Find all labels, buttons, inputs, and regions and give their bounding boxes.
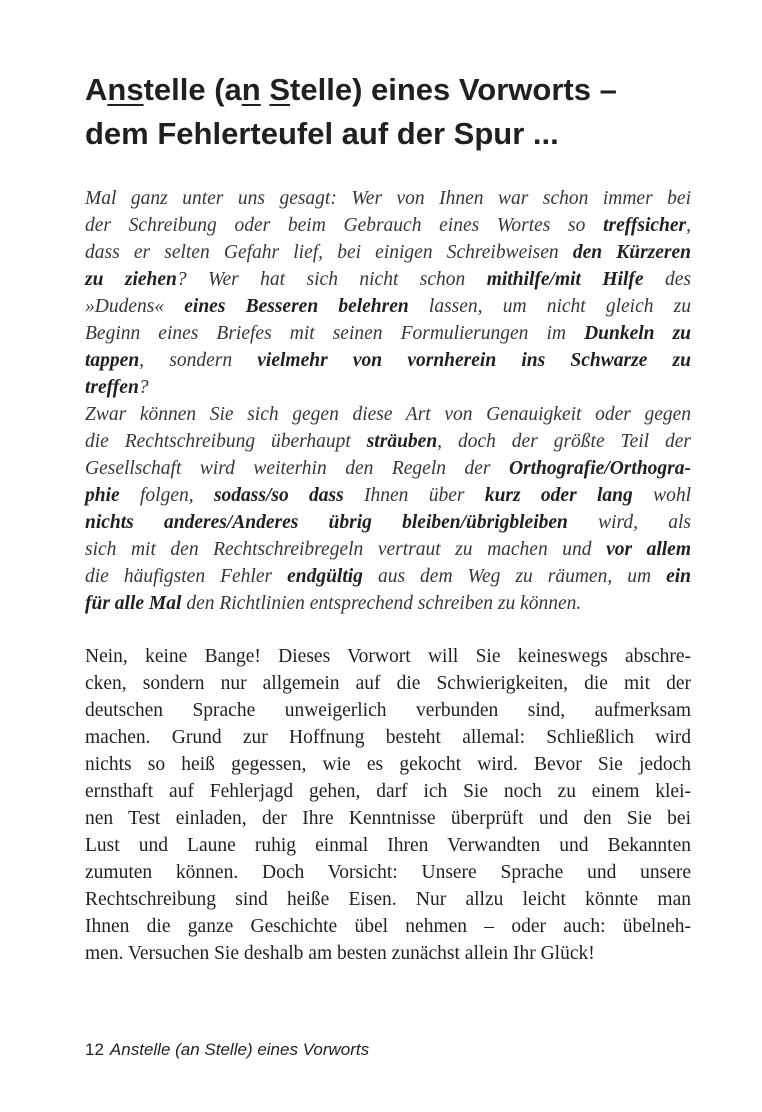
text-line: cken, sondern nur allgemein auf die Schwierigkeiten, die mit der (85, 673, 691, 694)
text-line (85, 266, 691, 293)
text-segment: wohl (632, 485, 691, 506)
title-line-1 (85, 68, 705, 112)
text-segment: den Richtlinien entsprechend schreiben zu können. (181, 593, 582, 614)
title-underlined-segment: ns (107, 72, 144, 107)
text-line: machen. Grund zur Hoffnung besteht allemal: Schließlich wird (85, 727, 691, 748)
title-segment: A (85, 72, 108, 107)
emphasized-phrase: vor allem (606, 539, 692, 560)
emphasized-phrase: zu ziehen (85, 269, 177, 290)
text-line (85, 563, 691, 590)
text-line: Rechtschreibung sind heiße Eisen. Nur allzu leicht könnte man (85, 889, 691, 910)
text-line (85, 347, 691, 374)
emphasized-phrase: treffen (85, 377, 139, 398)
text-segment: Beginn eines Briefes mit seinen Formulierungen im (85, 323, 585, 344)
running-title: Anstelle (an Stelle) eines Vorworts (109, 1040, 370, 1059)
emphasized-phrase: kurz oder lang (484, 485, 633, 506)
text-line (85, 401, 691, 428)
text-line: Lust und Laune ruhig einmal Ihren Verwandten und Bekannten (85, 835, 691, 856)
text-segment: die häufigsten Fehler (85, 566, 288, 587)
emphasized-phrase: Orthografie/Orthogra- (508, 458, 691, 479)
text-segment: lassen, um nicht gleich zu (408, 296, 692, 317)
body-paragraph (85, 643, 691, 967)
text-segment: Ihnen über (343, 485, 485, 506)
title-underlined-segment: S (269, 72, 291, 107)
text-segment: dass er selten Gefahr lief, bei einigen Schreibweisen (85, 242, 573, 263)
page-title (85, 68, 705, 156)
emphasized-phrase: treffsicher (603, 215, 687, 236)
text-segment: sich mit den Rechtschreibregeln vertraut zu machen und (85, 539, 607, 560)
text-segment: ? Wer hat sich nicht schon (176, 269, 487, 290)
text-segment: die Rechtschreibung überhaupt (85, 431, 367, 452)
text-line (85, 212, 691, 239)
text-line (85, 293, 691, 320)
text-line: ernsthaft auf Fehlerjagd gehen, darf ich Sie noch zu einem klei- (85, 781, 691, 802)
text-line: deutschen Sprache unweigerlich verbunden sind, aufmerksam (85, 700, 691, 721)
text-segment: folgen, (119, 485, 214, 506)
emphasized-phrase: phie (85, 485, 120, 506)
emphasized-phrase: Dunkeln zu (584, 323, 692, 344)
text-line (85, 455, 691, 482)
text-line (85, 482, 691, 509)
text-segment: Zwar können Sie sich gegen diese Art von Genauigkeit oder gegen (85, 404, 691, 425)
emphasized-phrase: tappen (85, 350, 140, 371)
text-line: nen Test einladen, der Ihre Kenntnisse überprüft und den Sie bei (85, 808, 691, 829)
text-line (85, 185, 691, 212)
text-segment: wird, als (567, 512, 691, 533)
text-segment: ? (138, 377, 149, 398)
text-segment: Mal ganz unter uns gesagt: Wer von Ihnen war schon immer bei (85, 188, 691, 209)
emphasized-phrase: sodass/so dass (213, 485, 344, 506)
emphasized-phrase: nichts anderes/Anderes übrig bleiben/übrigbleiben (85, 512, 568, 533)
emphasized-phrase: sträuben (366, 431, 438, 452)
italic-intro-paragraph (85, 185, 691, 617)
emphasized-phrase: endgültig (287, 566, 363, 587)
emphasized-phrase: ein (666, 566, 691, 587)
emphasized-phrase: den Kürzeren (572, 242, 691, 263)
text-line (85, 428, 691, 455)
text-segment: , (686, 215, 691, 236)
text-line (85, 320, 691, 347)
title-underlined-segment: n (241, 72, 261, 107)
emphasized-phrase: für alle Mal (85, 593, 182, 614)
text-line: Nein, keine Bange! Dieses Vorwort will Sie keineswegs abschre- (85, 646, 691, 667)
page-number: 12 (85, 1040, 104, 1059)
text-line (85, 374, 691, 401)
text-line: zumuten können. Doch Vorsicht: Unsere Sprache und unsere (85, 862, 691, 883)
text-segment: der Schreibung oder beim Gebrauch eines Wortes so (85, 215, 604, 236)
text-line: men. Versuchen Sie deshalb am besten zunächst allein Ihr Glück! (85, 943, 595, 964)
text-segment: , sondern (139, 350, 258, 371)
text-line (85, 590, 691, 617)
text-segment: aus dem Weg zu räumen, um (362, 566, 667, 587)
emphasized-phrase: mithilfe/mit Hilfe (486, 269, 644, 290)
text-line (85, 536, 691, 563)
page-footer (85, 1040, 369, 1060)
text-line: Ihnen die ganze Geschichte übel nehmen – oder auch: übelneh- (85, 916, 691, 937)
text-line (85, 509, 691, 536)
title-line-2: dem Fehlerteufel auf der Spur ... (85, 116, 559, 151)
text-line (85, 239, 691, 266)
text-segment: des (643, 269, 691, 290)
emphasized-phrase: vielmehr von vornherein ins Schwarze zu (257, 350, 691, 371)
title-segment: telle) eines Vorworts – (290, 72, 617, 107)
text-segment: Gesellschaft wird weiterhin den Regeln der (85, 458, 509, 479)
text-line: nichts so heiß gegessen, wie es gekocht wird. Bevor Sie jedoch (85, 754, 691, 775)
text-segment: , doch der größte Teil der (437, 431, 691, 452)
title-segment: telle (a (143, 72, 242, 107)
emphasized-phrase: eines Besseren belehren (184, 296, 409, 317)
text-segment: »Dudens« (85, 296, 185, 317)
